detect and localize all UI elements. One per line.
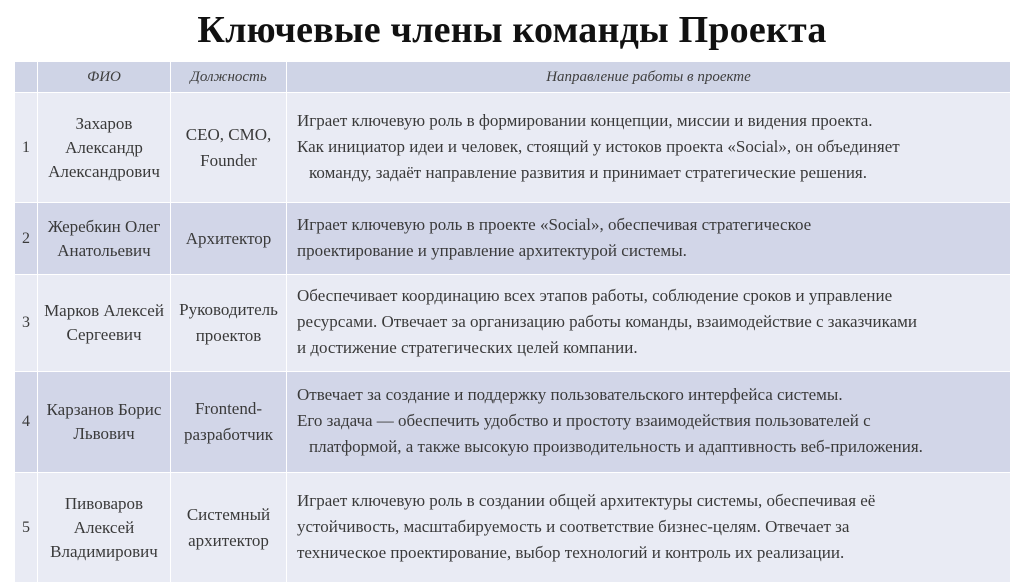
description-line: Обеспечивает координацию всех этапов работы, соблюдение сроков и управление [297, 286, 893, 305]
description-line: команду, задаёт направление развития и принимает стратегические решения. [309, 162, 867, 182]
description-line: устойчивость, масштабируемость и соответствие бизнес-целям. Отвечает за [297, 516, 850, 536]
member-position: Frontend-разработчик [171, 372, 287, 473]
member-description [287, 275, 1011, 372]
team-table [14, 61, 1011, 583]
member-name: Карзанов Борис Львович [38, 372, 171, 473]
row-number: 5 [15, 473, 38, 583]
member-description [287, 203, 1011, 275]
table-row [15, 93, 1011, 203]
table-header-row [15, 62, 1011, 93]
description-line: и достижение стратегических целей компании. [297, 338, 638, 357]
table-row [15, 275, 1011, 372]
header-name: ФИО [38, 62, 171, 93]
member-name: Захаров Александр Александрович [38, 93, 171, 203]
description-line: проектирование и управление архитектурой системы. [297, 240, 687, 260]
description-line: Его задача — обеспечить удобство и простоту взаимодействия пользователей с [297, 411, 871, 430]
row-number: 4 [15, 372, 38, 473]
member-description [287, 93, 1011, 203]
description-line: Как инициатор идеи и человек, стоящий у истоков проекта «Social», он объединяет [297, 136, 900, 156]
row-number: 3 [15, 275, 38, 372]
description-line: Играет ключевую роль в формировании концепции, миссии и видения проекта. [297, 110, 873, 130]
header-direction: Направление работы в проекте [287, 62, 1011, 93]
member-description [287, 372, 1011, 473]
member-position: Руководитель проектов [171, 275, 287, 372]
description-line: Отвечает за создание и поддержку пользовательского интерфейса системы. [297, 385, 843, 404]
description-line: ресурсами. Отвечает за организацию работы команды, взаимодействие с заказчиками [297, 312, 918, 331]
row-number: 1 [15, 93, 38, 203]
description-line: платформой, а также высокую производительность и адаптивность веб-приложения. [309, 437, 923, 456]
page-title: Ключевые члены команды Проекта [197, 9, 827, 51]
header-num [15, 62, 38, 93]
member-position: Системный архитектор [171, 473, 287, 583]
row-number: 2 [15, 203, 38, 275]
member-name: Пивоваров Алексей Владимирович [38, 473, 171, 583]
member-name: Жеребкин Олег Анатольевич [38, 203, 171, 275]
table-row [15, 203, 1011, 275]
description-line: Играет ключевую роль в проекте «Social», обеспечивая стратегическое [297, 214, 812, 234]
table-row [15, 473, 1011, 583]
member-name: Марков Алексей Сергеевич [38, 275, 171, 372]
description-line: техническое проектирование, выбор технологий и контроль их реализации. [297, 542, 845, 562]
member-position: CEO, CMO, Founder [171, 93, 287, 203]
member-position: Архитектор [171, 203, 287, 275]
header-position: Должность [171, 62, 287, 93]
member-description [287, 473, 1011, 583]
table-row [15, 372, 1011, 473]
description-line: Играет ключевую роль в создании общей архитектуры системы, обеспечивая её [297, 490, 876, 510]
